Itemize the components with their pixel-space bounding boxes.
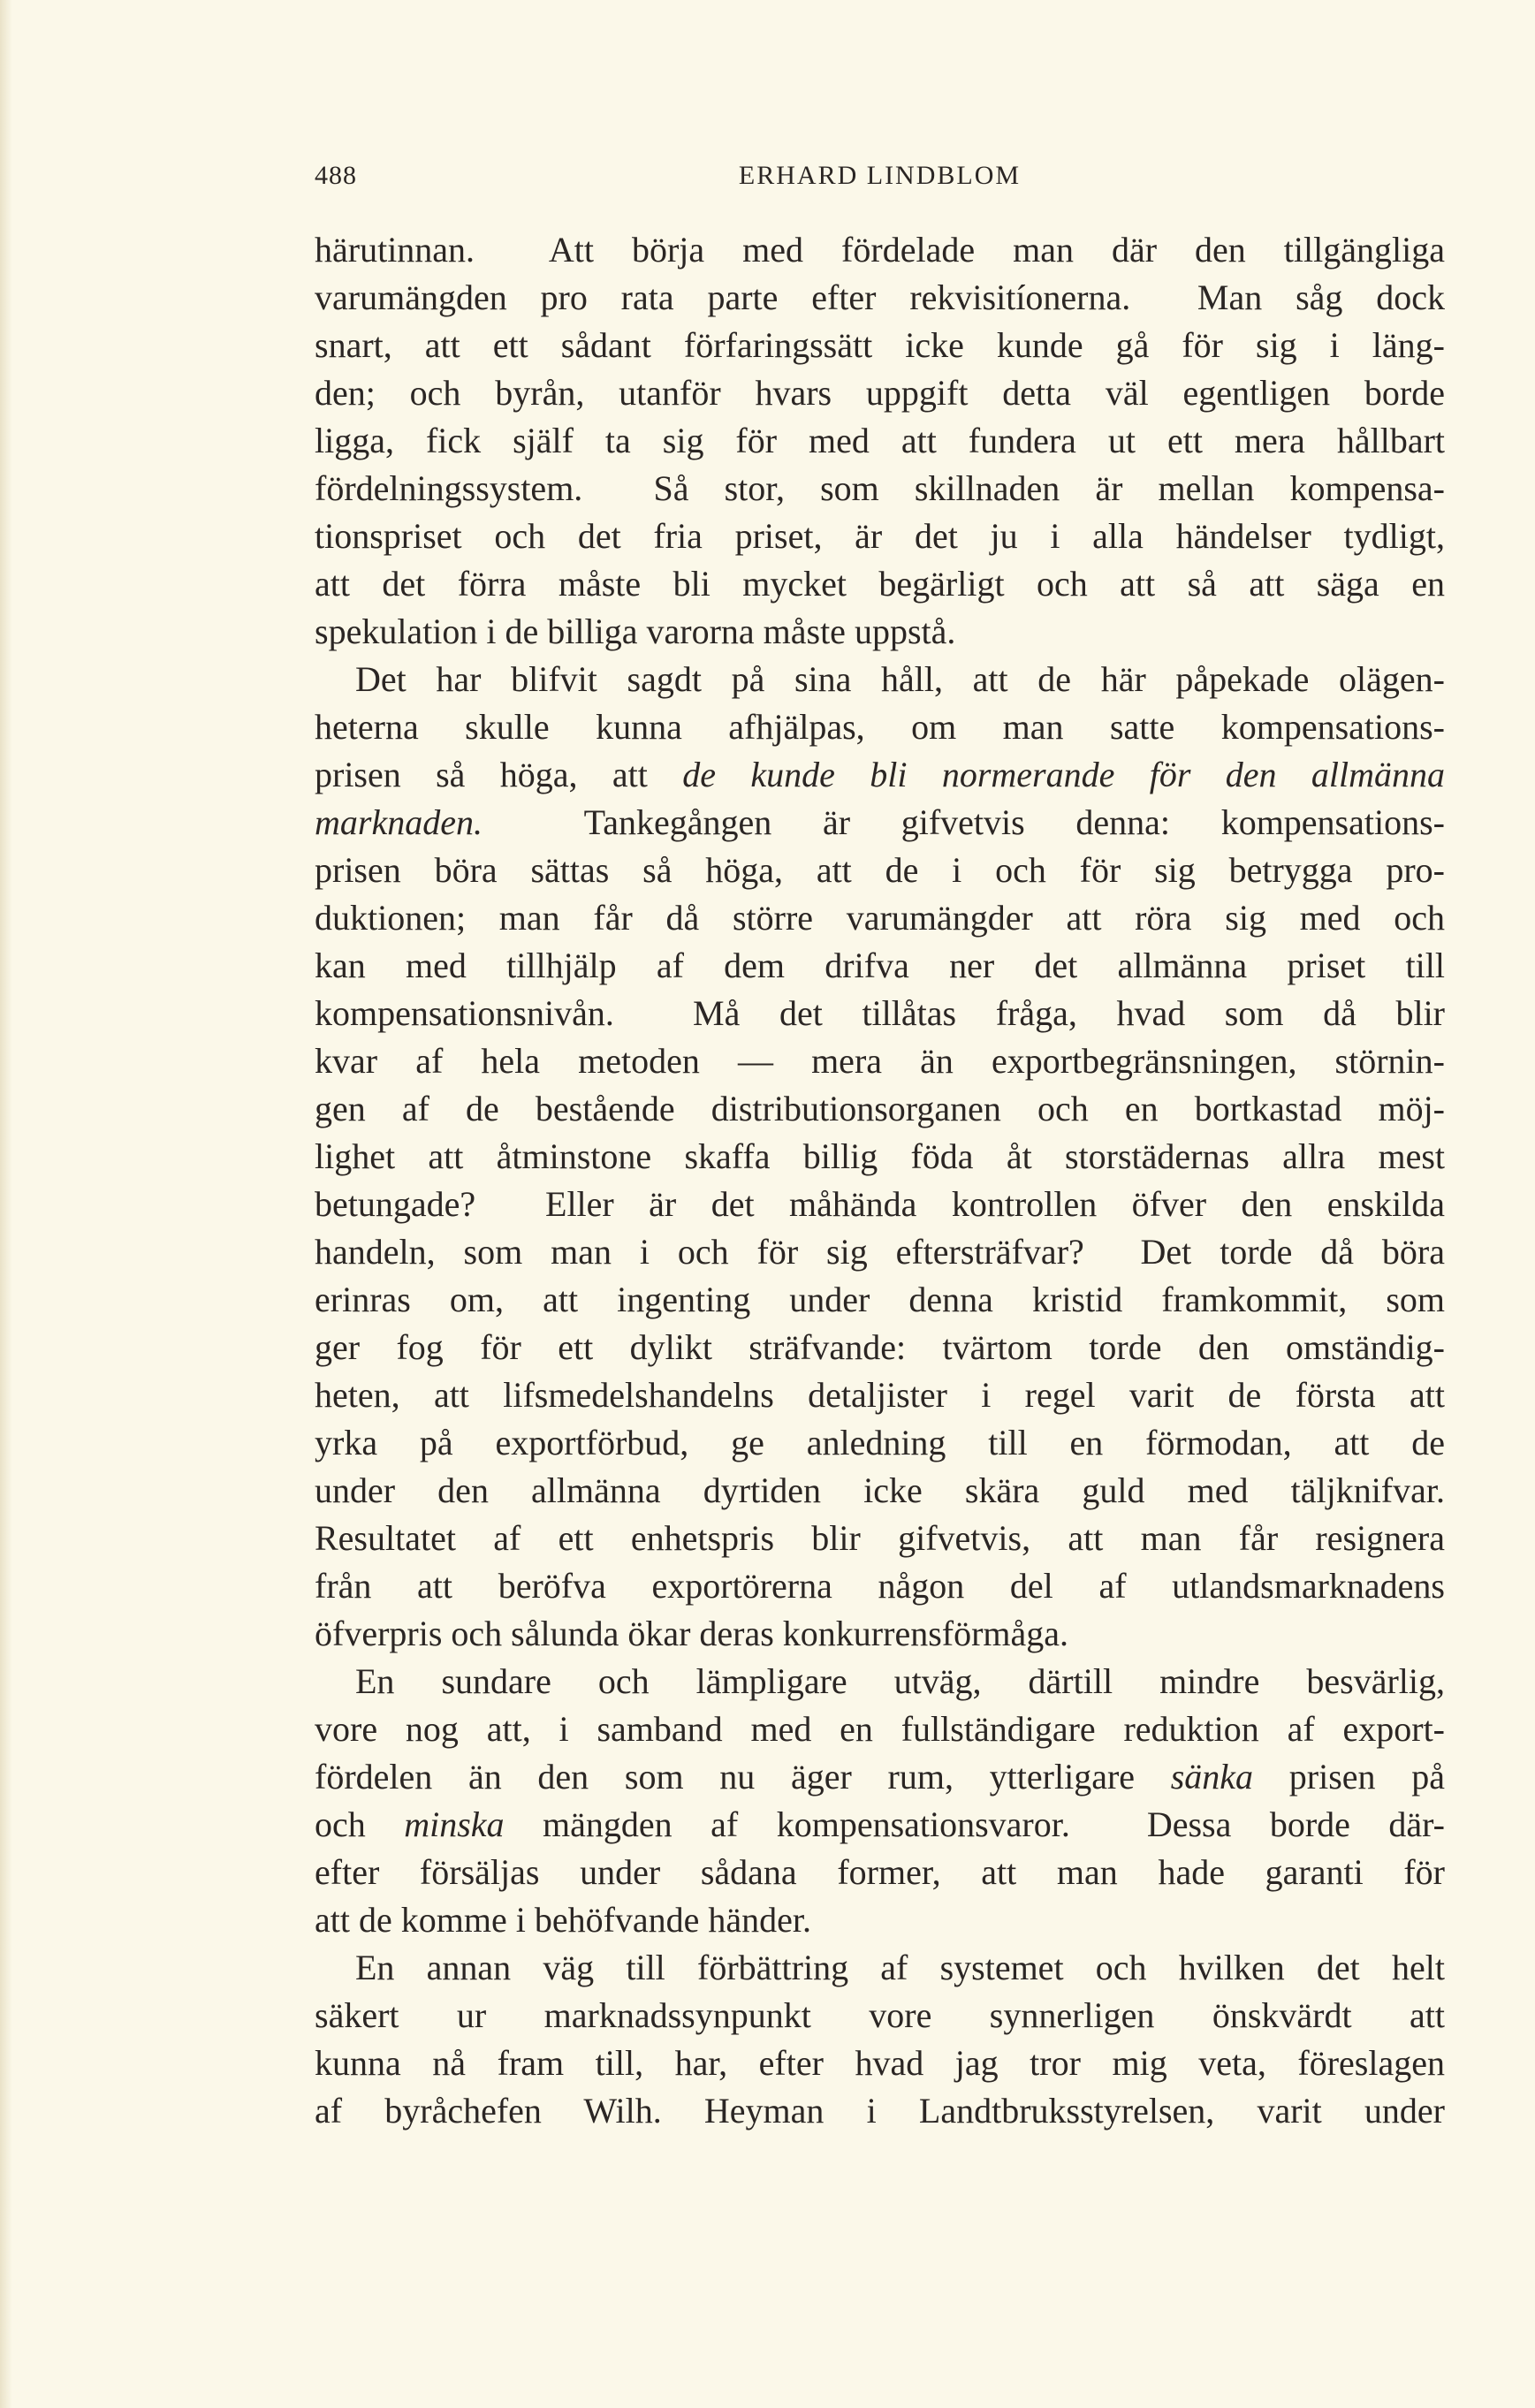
- text-segment: En sundare och lämpligare utväg, därtill mindre besvärlig,: [355, 1661, 1445, 1701]
- text-segment: från att beröfva exportörerna någon del af utlandsmarknadens: [315, 1566, 1445, 1606]
- text-segment: efter försäljas under sådana former, att man hade garanti för: [315, 1852, 1445, 1892]
- text-line: [315, 799, 1445, 847]
- text-segment: den; och byrån, utanför hvars uppgift detta väl egentligen borde: [315, 373, 1445, 413]
- text-segment: erinras om, att ingenting under denna kristid framkommit, som: [315, 1280, 1445, 1319]
- text-segment: af byråchefen Wilh. Heyman i Landtbruksstyrelsen, varit under: [315, 2091, 1445, 2131]
- text-segment: Tankegången är gifvetvis denna: kompensations-: [482, 802, 1445, 842]
- text-line: [315, 1658, 1445, 1705]
- text-segment: duktionen; man får då större varumängder att röra sig med och: [315, 898, 1445, 938]
- text-segment: öfverpris och sålunda ökar deras konkurrensförmåga.: [315, 1614, 1069, 1653]
- text-line: [315, 1944, 1445, 1992]
- text-segment: Resultatet af ett enhetspris blir gifvetvis, att man får resignera: [315, 1518, 1445, 1558]
- text-line: [315, 226, 1445, 274]
- text-segment: ger fog för ett dylikt sträfvande: tvärtom torde den omständig-: [315, 1327, 1445, 1367]
- text-segment: säkert ur marknadssynpunkt vore synnerligen önskvärdt att: [315, 1995, 1445, 2035]
- text-segment: Det har blifvit sagdt på sina håll, att de här påpekade olägen-: [355, 659, 1445, 699]
- text-segment: fördelningssystem. Så stor, som skillnaden är mellan kompensa-: [315, 468, 1445, 508]
- text-line: [315, 1133, 1445, 1181]
- text-line: [315, 1467, 1445, 1515]
- text-line: [315, 1705, 1445, 1753]
- page-edge-shadow: [0, 0, 12, 2408]
- text-line: [315, 1515, 1445, 1562]
- text-line: [315, 1276, 1445, 1324]
- text-line: [315, 465, 1445, 513]
- text-line: [315, 1896, 1445, 1944]
- text-segment: handeln, som man i och för sig eftersträfvar? Det torde då böra: [315, 1232, 1445, 1272]
- text-line: [315, 990, 1445, 1037]
- text-line: [315, 1801, 1445, 1849]
- text-line: [315, 1419, 1445, 1467]
- text-segment: under den allmänna dyrtiden icke skära guld med täljknifvar.: [315, 1470, 1445, 1510]
- text-segment: varumängden pro rata parte efter rekvisitíonerna. Man såg dock: [315, 277, 1445, 317]
- text-line: [315, 369, 1445, 417]
- text-line: [315, 1371, 1445, 1419]
- text-segment: heterna skulle kunna afhjälpas, om man satte kompensations-: [315, 707, 1445, 747]
- italic-text: sänka: [1170, 1757, 1254, 1797]
- text-line: [315, 1610, 1445, 1658]
- text-line: [315, 1228, 1445, 1276]
- text-line: [315, 1037, 1445, 1085]
- text-segment: vore nog att, i samband med en fullständigare reduktion af export-: [315, 1709, 1445, 1749]
- text-line: [315, 1992, 1445, 2040]
- italic-text: minska: [404, 1804, 505, 1844]
- text-line: [315, 513, 1445, 560]
- text-line: [315, 274, 1445, 322]
- text-line: [315, 1753, 1445, 1801]
- body-text: [315, 226, 1445, 2135]
- italic-text: de kunde bli normerande för den allmänna: [682, 755, 1445, 794]
- text-segment: lighet att åtminstone skaffa billig föda åt storstädernas allra mest: [315, 1136, 1445, 1176]
- text-line: [315, 1849, 1445, 1896]
- page-number: 488: [315, 161, 357, 190]
- running-title: ERHARD LINDBLOM: [738, 161, 1022, 190]
- text-line: [315, 942, 1445, 990]
- text-line: [315, 1562, 1445, 1610]
- text-line: [315, 322, 1445, 369]
- text-segment: tionspriset och det fria priset, är det ju i alla händelser tydligt,: [315, 516, 1445, 556]
- text-segment: snart, att ett sådant förfaringssätt icke kunde gå för sig i läng-: [315, 325, 1445, 365]
- text-segment: kvar af hela metoden — mera än exportbegränsningen, störnin-: [315, 1041, 1445, 1081]
- text-line: [315, 2040, 1445, 2087]
- text-segment: att det förra måste bli mycket begärligt och att så att säga en: [315, 564, 1445, 604]
- text-segment: mängden af kompensationsvaror. Dessa borde där-: [504, 1804, 1445, 1844]
- text-segment: gen af de bestående distributionsorganen och en bortkastad möj-: [315, 1089, 1445, 1128]
- text-line: [315, 751, 1445, 799]
- text-segment: kan med tillhjälp af dem drifva ner det allmänna priset till: [315, 946, 1445, 985]
- text-segment: härutinnan. Att börja med fördelade man där den tillgängliga: [315, 230, 1445, 270]
- text-line: [315, 894, 1445, 942]
- text-line: [315, 1085, 1445, 1133]
- text-line: [315, 703, 1445, 751]
- text-line: [315, 847, 1445, 894]
- italic-text: marknaden.: [315, 802, 483, 842]
- text-segment: fördelen än den som nu äger rum, ytterligare: [315, 1757, 1171, 1797]
- text-line: [315, 608, 1445, 656]
- text-segment: att de komme i behöfvande händer.: [315, 1900, 812, 1940]
- text-segment: ligga, fick själf ta sig för med att fundera ut ett mera hållbart: [315, 421, 1445, 460]
- text-segment: och: [315, 1804, 405, 1844]
- text-segment: prisen på: [1253, 1757, 1445, 1797]
- text-segment: spekulation i de billiga varorna måste uppstå.: [315, 611, 956, 651]
- text-line: [315, 560, 1445, 608]
- text-line: [315, 1181, 1445, 1228]
- text-line: [315, 417, 1445, 465]
- text-segment: prisen böra sättas så höga, att de i och för sig betrygga pro-: [315, 850, 1445, 890]
- text-segment: En annan väg till förbättring af systemet och hvilken det helt: [355, 1948, 1445, 1987]
- text-segment: yrka på exportförbud, ge anledning till en förmodan, att de: [315, 1423, 1445, 1462]
- text-line: [315, 656, 1445, 703]
- text-segment: kompensationsnivån. Må det tillåtas fråga, hvad som då blir: [315, 993, 1445, 1033]
- text-segment: heten, att lifsmedelshandelns detaljister i regel varit de första att: [315, 1375, 1445, 1415]
- text-segment: betungade? Eller är det måhända kontrollen öfver den enskilda: [315, 1184, 1445, 1224]
- text-segment: prisen så höga, att: [315, 755, 683, 794]
- text-line: [315, 1324, 1445, 1371]
- text-segment: kunna nå fram till, har, efter hvad jag tror mig veta, föreslagen: [315, 2043, 1445, 2083]
- text-line: [315, 2087, 1445, 2135]
